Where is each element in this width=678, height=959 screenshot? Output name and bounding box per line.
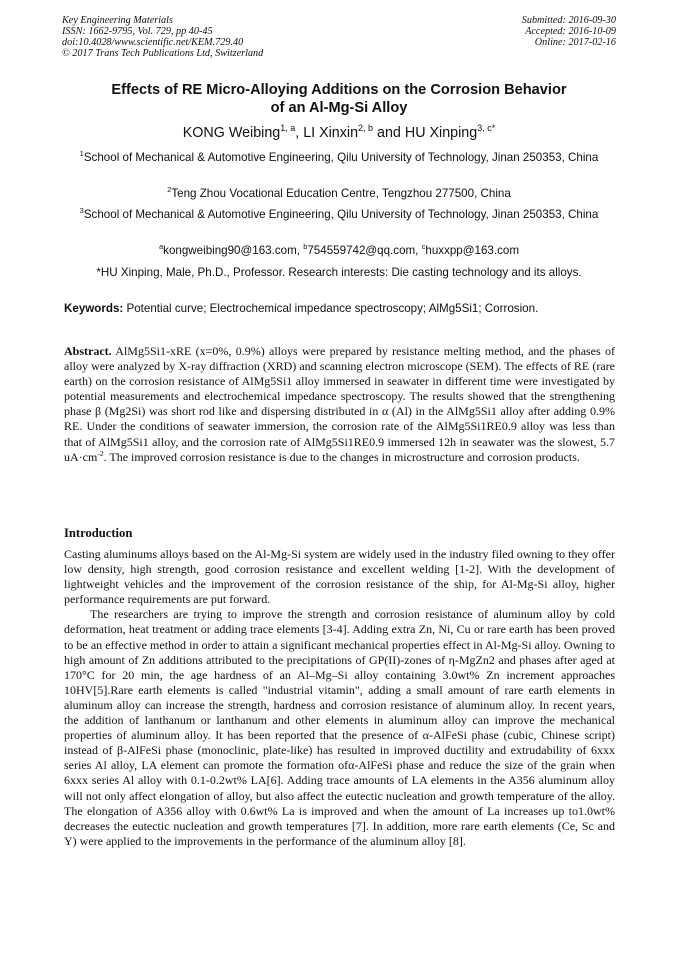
introduction-body	[64, 547, 615, 849]
paragraph: Casting aluminums alloys based on the Al-Mg-Si system are widely used in the industry filed owning to they offer low density, high strength, good corrosion resistance and excellent welding [1-2]. With the development of lightweight vehicles and the improvement of the corrosion resistance of the ship, for Al-Mg-Si alloy, higher performance requirements are put forward.	[64, 547, 615, 607]
email-text: kongweibing90@163.com,	[163, 244, 304, 257]
journal-name: Key Engineering Materials	[62, 15, 173, 26]
affiliation-superscript: 1	[79, 149, 84, 158]
paper-title-line-1: Effects of RE Micro-Alloying Additions on the Corrosion Behavior	[111, 82, 567, 98]
accepted-date: Accepted: 2016-10-09	[525, 26, 616, 37]
author-separator: and	[373, 125, 405, 141]
affiliation-3	[62, 208, 616, 223]
abstract	[64, 344, 615, 465]
submitted-date: Submitted: 2016-09-30	[521, 15, 616, 26]
corresponding-author-note: *HU Xinping, Male, Ph.D., Professor. Research interests: Die casting technology and its alloys.	[96, 266, 582, 279]
keywords	[64, 302, 616, 316]
abstract-superscript: -2	[97, 448, 104, 458]
email-text: 754559742@qq.com,	[307, 244, 422, 257]
journal-header-right	[522, 15, 616, 48]
email-text: huxxpp@163.com	[425, 244, 519, 257]
journal-header-left	[62, 15, 263, 59]
email-superscript: a	[158, 242, 164, 251]
affiliation-superscript: 2	[167, 185, 172, 194]
author-separator: ,	[295, 125, 304, 141]
abstract-label: Abstract.	[64, 344, 112, 358]
affiliation-text: School of Mechanical & Automotive Engineering, Qilu University of Technology, Jinan 250353, China	[83, 151, 599, 164]
keywords-text: Potential curve; Electrochemical impedance spectroscopy; AlMg5Si1; Corrosion.	[123, 302, 539, 315]
abstract-text: AlMg5Si1-xRE (x=0%, 0.9%) alloys were prepared by resistance melting method, and the phases of alloy were analyzed by X-ray diffraction (XRD) and scanning electron microscope (SEM). The effects of RE (rare earth) on the corrosion resistance of AlMg5Si1 alloy immersed in seawater in different time were investigated by potential measurements and electrochemical impedance spectroscopy. The results showed that the strengthening phase β (Mg2Si) was short rod like and dispersing distributed in α (Al) in the AlMg5Si1 alloy after adding 0.9% RE. Under the conditions of seawater immersion, the corrosion rate of the AlMg5Si1RE0.9 alloy was less than that of AlMg5Si1 alloy, and the corrosion rate of AlMg5Si1RE0.9 immersed 12h in seawater was the slowest, 5.7 uA·cm	[64, 344, 615, 464]
affiliation-text: School of Mechanical & Automotive Engineering, Qilu University of Technology, Jinan 250353, China	[83, 208, 599, 221]
author-name: HU Xinping	[404, 125, 478, 141]
journal-issn: ISSN: 1662-9795, Vol. 729, pp 40-45	[62, 26, 213, 37]
section-heading-introduction: Introduction	[64, 526, 133, 540]
author-emails	[62, 244, 616, 259]
keywords-label: Keywords:	[64, 302, 124, 315]
author-superscript: 1, a	[280, 123, 296, 133]
author-superscript: 2, b	[358, 123, 374, 133]
author-list	[62, 124, 616, 142]
email-superscript: c	[421, 242, 426, 251]
online-date: Online: 2017-02-16	[534, 37, 616, 48]
author-name: KONG Weibing	[182, 125, 281, 141]
affiliation-2	[62, 187, 616, 202]
abstract-tail: . The improved corrosion resistance is due to the changes in microstructure and corrosion products.	[103, 449, 580, 464]
paper-title	[62, 81, 616, 117]
affiliation-1	[62, 151, 616, 166]
affiliation-superscript: 3	[79, 206, 84, 215]
author-name: LI Xinxin	[303, 125, 359, 141]
paper-title-line-2: of an Al-Mg-Si Alloy	[270, 100, 408, 116]
email-superscript: b	[303, 242, 308, 251]
affiliation-text: Teng Zhou Vocational Education Centre, Tengzhou 277500, China	[171, 187, 511, 200]
author-superscript: 3, c*	[477, 123, 496, 133]
paragraph: The researchers are trying to improve the strength and corrosion resistance of aluminum alloy by cold deformation, heat treatment or adding trace elements [3-4]. Adding extra Zn, Ni, Cu or rare earth has been proved to be an effective method in order to attain a significant mechanical properties effect in Al-Mg-Si alloy. Owning to high amount of Zn additions attributed to the precipitations of GP(II)-zones of η-MgZn2 and phases after aged at 170°C for 20 min, the age hardness of an Al–Mg–Si alloy containing 3.0wt% Zn increment approaches 10HV[5].Rare earth elements is called "industrial vitamin", adding a small amount of rare earth elements in aluminum alloy can increase the strength, hardness and corrosion resistance of aluminum alloy. In recent years, the addition of lanthanum or lanthanum and other elements in aluminum alloy can improve the mechanical properties of aluminum alloy. It has been reported that the presence of α-AlFeSi phase (cubic, Chinese script) instead of β-AlFeSi phase (monoclinic, plate-like) has resulted in improved ductility and extrudability of 6xxx series Al alloy, LA element can promote the formation ofα-AlFeSi phase and reduce the size of the grain when 6xxx series Al alloy with 0.1-0.2wt% LA[6]. Adding trace amounts of LA elements in the A356 aluminum alloy will not only affect elongation of alloy, but also affect the eutectic nucleation and growth temperature of the alloy. The elongation of A356 alloy with 0.6wt% La is improved and when the amount of La increases up to1.0wt% decreases the eutectic nucleation and growth temperatures [7]. In addition, more rare earth elements (Ce, Sc and Y) were applied to the improvements in the performance of the aluminum alloy [8].	[64, 607, 615, 848]
journal-doi: doi:10.4028/www.scientific.net/KEM.729.40	[62, 37, 244, 48]
journal-copyright: © 2017 Trans Tech Publications Ltd, Switzerland	[62, 48, 264, 59]
